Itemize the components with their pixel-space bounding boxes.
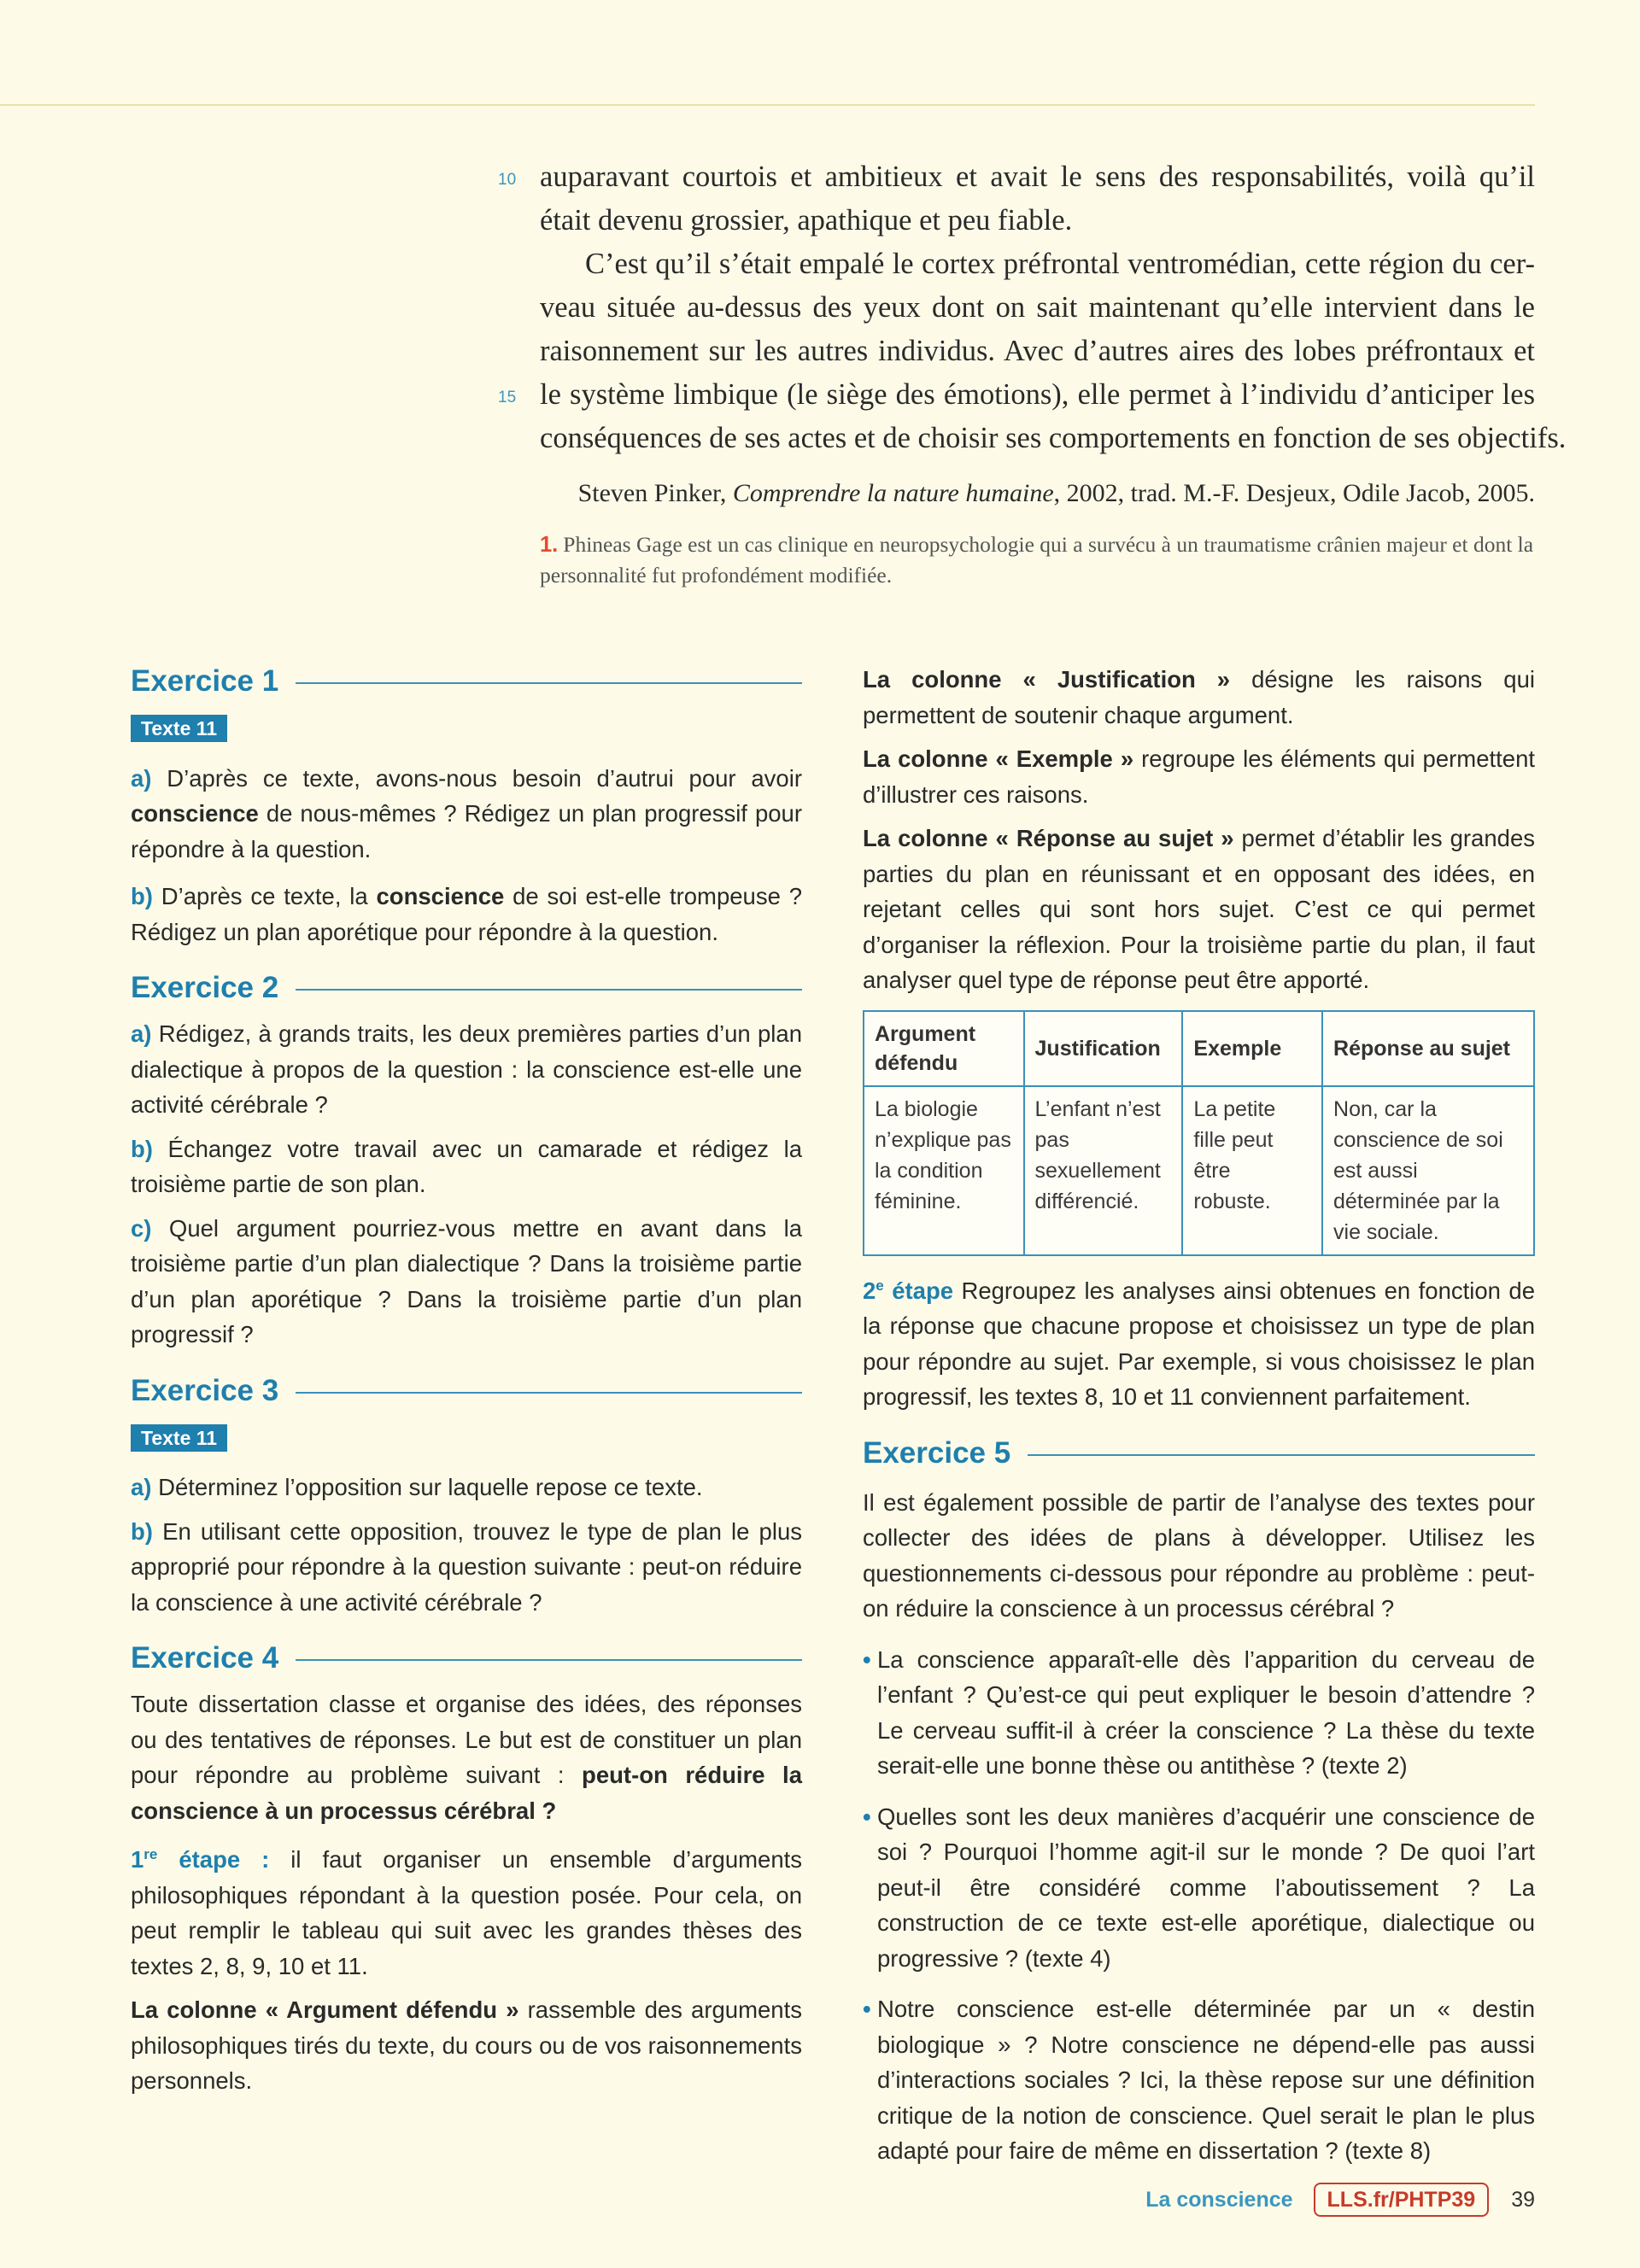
excerpt-line: C’est qu’il s’était empalé le cortex préfrontal ventromédian, cette région du cer- <box>585 248 1535 280</box>
page-footer <box>1145 2183 1535 2217</box>
excerpt-line: 10 auparavant courtois et ambitieux et avait le sens des responsabilités, voilà qu’il <box>540 155 1535 199</box>
line-number: 15 <box>498 389 517 406</box>
text-tag: Texte 11 <box>131 715 227 742</box>
exercise-1-heading: Exercice 1 <box>131 662 802 701</box>
excerpt-line: 15 le système limbique (le siège des émotions), elle permet à l’individu d’anticiper les <box>540 373 1535 417</box>
column-justification-desc: La colonne « Justification » désigne les raisons qui permettent de soutenir chaque argument. <box>863 666 1535 728</box>
exercise-3-b: b) En utilisant cette opposition, trouvez le type de plan le plus approprié pour répondre à la question suivante : peut-on réduire la conscience à une activité cérébrale ? <box>131 1517 802 1616</box>
chapter-name: La conscience <box>1145 2187 1293 2212</box>
top-rule <box>0 104 1535 106</box>
argument-table <box>863 1010 1535 1256</box>
table-header: Exemple <box>1182 1011 1322 1086</box>
table-cell: La biologie n’explique pas la condition féminine. <box>864 1086 1024 1255</box>
exercise-2-c: c) Quel argument pourriez-vous mettre en avant dans la troisième partie d’un plan dialectique ? Dans la troisième partie d’un plan aporétique ? Dans la troisième partie d’un plan progressif ? <box>131 1214 802 1347</box>
exercise-4-intro: Toute dissertation classe et organise des idées, des réponses ou des tentatives de réponses. Le but est de constituer un plan pour répondre au problème suivant : peut-on réduire la conscience à un processus cérébral ? <box>131 1691 802 1824</box>
excerpt-line: veau située au-dessus des yeux dont on sait maintenant qu’elle intervient dans le <box>540 291 1535 324</box>
list-item: • La conscience apparaît-elle dès l’apparition du cerveau de l’enfant ? Qu’est-ce qui peut expliquer le besoin d’attendre ? Le cerveau suffit-il à créer la conscience ? La thèse du texte serait-elle une bonne thèse ou antithèse ? (texte 2) <box>863 1642 1535 1784</box>
line-number: 10 <box>498 171 517 189</box>
table-header: Justification <box>1024 1011 1183 1086</box>
exercise-5-heading: Exercice 5 <box>863 1434 1535 1473</box>
excerpt-source: Steven Pinker, Comprendre la nature humaine, 2002, trad. M.-F. Desjeux, Odile Jacob, 2005. <box>577 479 1535 507</box>
exercise-2-b: b) Échangez votre travail avec un camarade et rédigez la troisième partie de son plan. <box>131 1135 802 1197</box>
exercise-1-b: b) D’après ce texte, la conscience de soi est-elle trompeuse ? Rédigez un plan aporétique pour répondre à la question. <box>131 883 802 945</box>
exercise-2-a: a) Rédigez, à grands traits, les deux premières parties d’un plan dialectique à propos de la question : la conscience est-elle une activité cérébrale ? <box>131 1020 802 1118</box>
page-number: 39 <box>1511 2187 1535 2212</box>
exercise-3-heading: Exercice 3 <box>131 1371 802 1411</box>
left-column <box>131 662 802 2099</box>
excerpt-line: conséquences de ses actes et de choisir ses comportements en fonction de ses objectifs. <box>540 422 1567 454</box>
list-item: • Quelles sont les deux manières d’acquérir une conscience de soi ? Pourquoi l’homme agit-il sur le monde ? De quoi l’art peut-il être considéré comme l’aboutissement ? La construction de ce texte est-elle aporétique, dialectique ou progressive ? (texte 4) <box>863 1799 1535 1977</box>
column-argument-desc: La colonne « Argument défendu » rassemble des arguments philosophiques tirés du texte, du cours ou de vos raisonnements personnels. <box>131 1996 802 2095</box>
exercise-2-heading: Exercice 2 <box>131 968 802 1008</box>
table-header: Argument défendu <box>864 1011 1024 1086</box>
text-tag: Texte 11 <box>131 1424 227 1452</box>
exercise-4-heading: Exercice 4 <box>131 1639 802 1678</box>
exercise-4-step-2: 2e étape Regroupez les analyses ainsi obtenues en fonction de la réponse que chacune propose et choisissez un type de plan pour répondre au sujet. Par exemple, si vous choisissez le plan progressif, les textes 8, 10 et 11 conviennent parfaitement. <box>863 1277 1535 1411</box>
exercise-4-step-1: 1re étape : il faut organiser un ensemble d’arguments philosophiques répondant à la question posée. Pour cela, on peut remplir le tableau qui suit avec les grandes thèses des textes 2, 8, 9, 10 et 11. <box>131 1846 803 1979</box>
exercise-5-intro: Il est également possible de partir de l’analyse des textes pour collecter des idées de plans à développer. Utilisez les questionnements ci-dessous pour répondre au problème : peut-on réduire la conscience à un processus cérébral ? <box>863 1488 1535 1622</box>
book-title: Comprendre la nature humaine <box>732 479 1054 507</box>
table-row <box>864 1086 1534 1255</box>
table-cell: Non, car la conscience de soi est aussi déterminée par la vie sociale. <box>1322 1086 1534 1255</box>
column-example-desc: La colonne « Exemple » regroupe les éléments qui permettent d’illustrer ces raisons. <box>863 745 1536 808</box>
exercise-3-a: a) Déterminez l’opposition sur laquelle repose ce texte. <box>131 1474 703 1500</box>
list-item: • Notre conscience est-elle déterminée par un « destin biologique » ? Notre conscience ne dépend-elle pas aussi d’interactions sociales ? Ici, la thèse repose sur une définition critique de la notion de conscience. Quel serait le plan le plus adapté pour faire de même en dissertation ? (texte 8) <box>863 1991 1535 2169</box>
column-answer-desc: La colonne « Réponse au sujet » permet d’établir les grandes parties du plan en réunissant et en opposant des idées, en rejetant celles qui sont hors sujet. C’est ce qui permet d’organiser la réflexion. Pour la troisième partie du plan, il faut analyser quel type de réponse peut être apporté. <box>863 825 1535 993</box>
exercise-1-a: a) D’après ce texte, avons-nous besoin d’autrui pour avoir conscience de nous-mêmes ? Rédigez un plan progressif pour répondre à la question. <box>131 764 802 862</box>
right-column <box>863 662 1535 2169</box>
table-cell: L’enfant n’est pas sexuellement différencié. <box>1024 1086 1183 1255</box>
footnote: 1. Phineas Gage est un cas clinique en neuropsychologie qui a survécu à un traumatisme crânien majeur et dont la personnalité fut profondément modifiée. <box>540 532 1534 587</box>
table-header: Réponse au sujet <box>1322 1011 1534 1086</box>
excerpt-line: raisonnement sur les autres individus. Avec d’autres aires des lobes préfrontaux et <box>540 335 1535 367</box>
excerpt-line: était devenu grossier, apathique et peu fiable. <box>540 204 1073 237</box>
resource-link[interactable]: LLS.fr/PHTP39 <box>1314 2183 1490 2217</box>
text-excerpt <box>498 155 1567 591</box>
table-header-row <box>864 1011 1534 1086</box>
table-cell: La petite fille peut être robuste. <box>1182 1086 1322 1255</box>
